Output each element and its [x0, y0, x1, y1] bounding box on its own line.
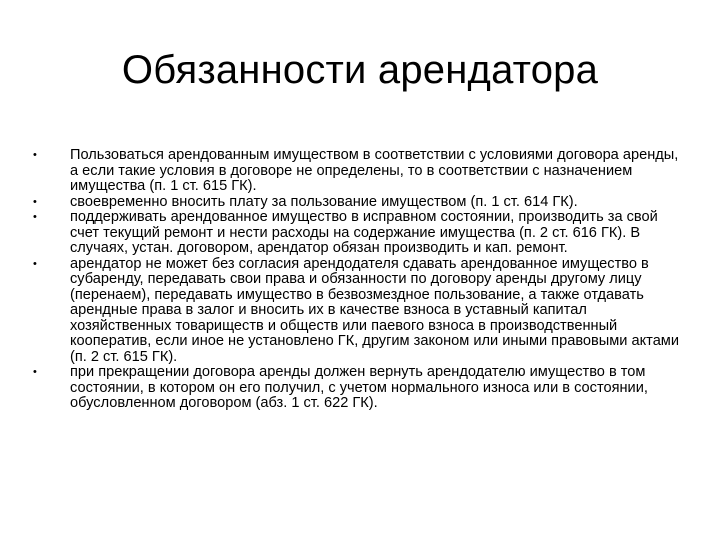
list-item-text: своевременно вносить плату за пользование имуществом (п. 1 ст. 614 ГК). — [70, 193, 578, 210]
bullet-icon: • — [33, 257, 37, 270]
list-item — [33, 148, 683, 195]
list-item — [33, 365, 683, 412]
list-item-text: арендатор не может без согласия арендодателя сдавать арендованное имущество в субаренду, передавать свои права и обязанности по договору аренды другому лицу (перенаем), передавать имущество в безвозмездное пользование, а также отдавать арендные права в залог и вносить их в качестве взноса в уставный капитал хозяйственных товариществ и обществ или паевого взноса в производственный кооператив, если иное не установлено ГК, другим законом или иными правовыми актами (п. 2 ст. 615 ГК). — [70, 255, 679, 365]
bullet-icon: • — [33, 366, 37, 378]
list-item-text: Пользоваться арендованным имуществом в соответствии с условиями договора аренды, а если такие условия в договоре не определены, то в соответствии с назначением имущества (п. 1 ст. 615 ГК). — [70, 147, 679, 194]
list-item — [33, 210, 683, 257]
bullet-list — [33, 148, 683, 412]
list-item-text: при прекращении договора аренды должен вернуть арендодателю имущество в том состоянии, в котором он его получил, с учетом нормального износа или в состоянии, обусловленном договором (абз. 1 ст. 622 ГК). — [70, 364, 648, 411]
list-item-text: поддерживать арендованное имущество в исправном состоянии, производить за свой счет текущий ремонт и нести расходы на содержание имущества (п. 2 ст. 616 ГК). В случаях, устан. договором, арендатор обязан производить и кап. ремонт. — [70, 209, 658, 256]
bullet-icon: • — [33, 149, 37, 161]
bullet-icon: • — [33, 211, 37, 223]
list-item — [33, 195, 683, 211]
bullet-icon: • — [33, 195, 37, 208]
list-item — [33, 257, 683, 366]
slide-title: Обязанности арендатора — [121, 48, 599, 92]
